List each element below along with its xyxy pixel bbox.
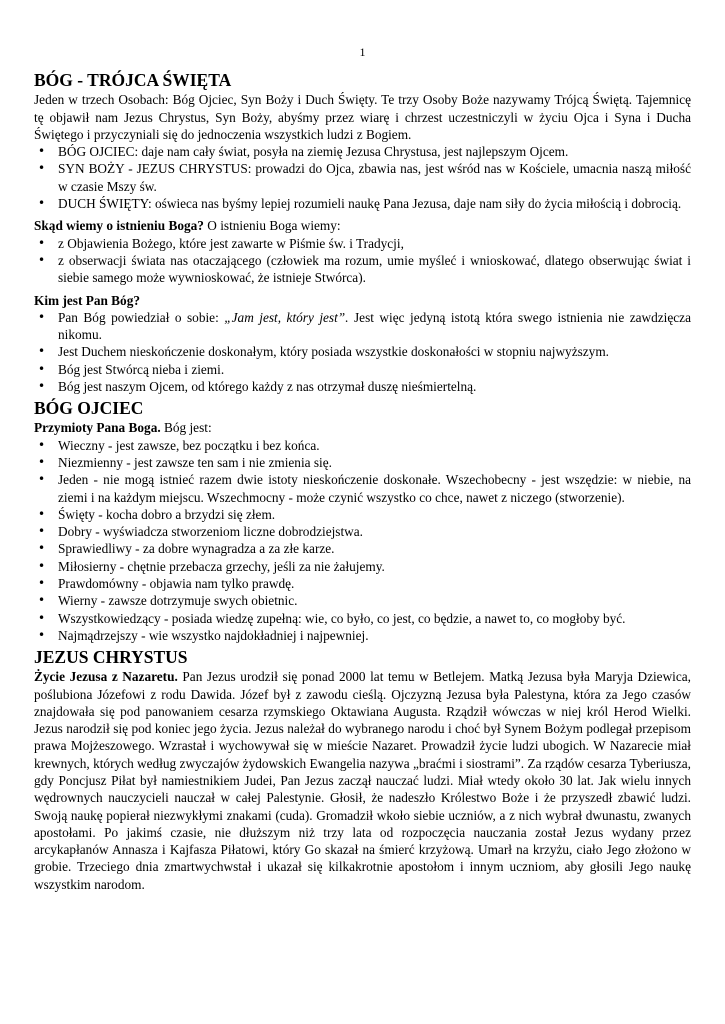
page-number: 1: [359, 45, 366, 59]
list-item: • Wierny - zawsze dotrzymuje swych obietnic.: [34, 592, 691, 609]
jesus-life-text: Pan Jezus urodził się ponad 2000 lat temu w Betlejem. Matką Jezusa była Maryja Dziewica, poślubiona Józefowi z rodu Dawida. Józef był z zawodu cieślą. Ojczyzną Jezusa była Palestyna, która za Jego czasów znajdowała się pod panowaniem cesarza rzymskiego Oktawiana Augusta. Rządził wówczas w niej król Herod Wielki. Jezus narodził się pod koniec jego życia. Jezus należał do wybranego narodu i choć był Synem Bożym podlegał przepisom prawa Mojżeszowego. Wzrastał i wychowywał się w mieście Nazaret. Prowadził życie ludzi ubogich. W Nazarecie miał krewnych, których według zwyczajów żydowskich Ewangelia nazywa „braćmi i siostrami”. Za rządów cesarza Tyberiusza, gdy Poncjusz Piłat był namiestnikiem Judei, Pan Jezus zaczął nauczać ludzi. Miał wtedy około 30 lat. Jak wielu innych wędrownych nauczycieli nauczał w całej Palestynie. Głosił, że nadeszło Królestwo Boże i że przyszedł zbawić ludzi. Swoją naukę popierał niezwykłymi znakami (cuda). Gromadził wkoło siebie uczniów, a z nich wybrał dwunastu, zwanych apostołami. Po jakimś czasie, nie dłuższym niż trzy lata od rozpoczęcia nauczania został Jezus wydany przez arcykapłanów Annasza i Kajfasza Piłatowi, który Go skazał na śmierć krzyżową. Umarł na krzyżu, ciało Jego złożono w grobie. Trzeciego dnia zmartwychwstał i ukazał się kilkakrotnie apostołom i innym uczniom, aby głosili Jego naukę wszystkim narodom.: [34, 669, 691, 892]
list-item: [34, 309, 691, 344]
list-item: • Sprawiedliwy - za dobre wynagradza a za złe karze.: [34, 540, 691, 557]
quote-text: „Jam jest, który jest”.: [224, 309, 349, 325]
list-item: • SYN BOŻY - JEZUS CHRYSTUS: prowadzi do Ojca, zbawia nas, jest wśród nas w Kościele, umacnia naszą miłość w czasie Mszy św.: [34, 160, 691, 195]
list-item: • z obserwacji świata nas otaczającego (człowiek ma rozum, umie myśleć i wnioskować, dlatego obserwując świat i siebie samego może wywnioskować, że istnieje Stwórca).: [34, 252, 691, 287]
list-item: • Bóg jest naszym Ojcem, od którego każdy z nas otrzymał duszę nieśmiertelną.: [34, 378, 691, 395]
list-item: • Najmądrzejszy - wie wszystko najdokładniej i najpewniej.: [34, 627, 691, 644]
quote-intro: Pan Bóg powiedział o sobie:: [58, 309, 225, 325]
jesus-life-bold: Życie Jezusa z Nazaretu.: [34, 669, 178, 685]
list-item: • Wieczny - jest zawsze, bez początku i bez końca.: [34, 437, 691, 454]
jesus-life-paragraph: [34, 668, 691, 893]
trinity-persons-list: [34, 143, 691, 212]
question-who-is-god: [34, 292, 691, 309]
question-existence-bold: Skąd wiemy o istnieniu Boga?: [34, 218, 204, 234]
heading-jesus-christ: JEZUS CHRYSTUS: [34, 647, 188, 668]
list-item: • z Objawienia Bożego, które jest zawarte w Piśmie św. i Tradycji,: [34, 235, 691, 252]
existence-list: [34, 235, 691, 287]
who-is-god-list: [34, 309, 691, 395]
list-item: • Święty - kocha dobro a brzydzi się złem.: [34, 506, 691, 523]
attributes-intro-rest: Bóg jest:: [160, 420, 212, 436]
list-item: • DUCH ŚWIĘTY: oświeca nas byśmy lepiej rozumieli naukę Pana Jezusa, daje nam siły do życia miłością i dobrocią.: [34, 195, 691, 212]
list-item: • BÓG OJCIEC: daje nam cały świat, posyła na ziemię Jezusa Chrystusa, jest najlepszym Ojcem.: [34, 143, 691, 160]
attributes-intro-bold: Przymioty Pana Boga.: [34, 420, 161, 436]
list-item: • Bóg jest Stwórcą nieba i ziemi.: [34, 361, 691, 378]
list-item: • Wszystkowiedzący - posiada wiedzę zupełną: wie, co było, co jest, co będzie, a nawet to, co mogłoby być.: [34, 610, 691, 627]
attributes-list: [34, 437, 691, 645]
list-item: • Dobry - wyświadcza stworzeniom liczne dobrodziejstwa.: [34, 523, 691, 540]
list-item: • Miłosierny - chętnie przebacza grzechy, jeśli za nie żałujemy.: [34, 558, 691, 575]
heading-god-father: BÓG OJCIEC: [34, 398, 144, 419]
attributes-intro: [34, 419, 691, 436]
list-item: • Jest Duchem nieskończenie doskonałym, który posiada wszystkie doskonałości w stopniu najwyższym.: [34, 343, 691, 360]
heading-trinity: BÓG - TRÓJCA ŚWIĘTA: [34, 70, 232, 91]
question-existence-rest: O istnieniu Boga wiemy:: [203, 218, 341, 234]
quote-after: Jest więc jedyną istotą która swego istnienia nie zawdzięcza nikomu.: [58, 309, 691, 343]
question-existence: [34, 217, 691, 234]
question-who-is-god-bold: Kim jest Pan Bóg?: [34, 292, 140, 308]
list-item: • Niezmienny - jest zawsze ten sam i nie zmienia się.: [34, 454, 691, 471]
list-item: • Prawdomówny - objawia nam tylko prawdę.: [34, 575, 691, 592]
list-item: • Jeden - nie mogą istnieć razem dwie istoty nieskończenie doskonałe. Wszechobecny - jest wszędzie: w niebie, na ziemi i na każdym miejscu. Wszechmocny - może czynić wszystko co chce, nawet z niczego (stworzenie).: [34, 471, 691, 506]
trinity-intro: Jeden w trzech Osobach: Bóg Ojciec, Syn Boży i Duch Święty. Te trzy Osoby Boże nazywamy Trójcą Świętą. Tajemnicę tę objawił nam Jezus Chrystus, Syn Boży, abyśmy przez wiarę i chrzest uczestniczyli w życiu Ojca i Syna i Ducha Świętego i przyczyniali się do jednoczenia wszystkich ludzi z Bogiem.: [34, 92, 691, 142]
